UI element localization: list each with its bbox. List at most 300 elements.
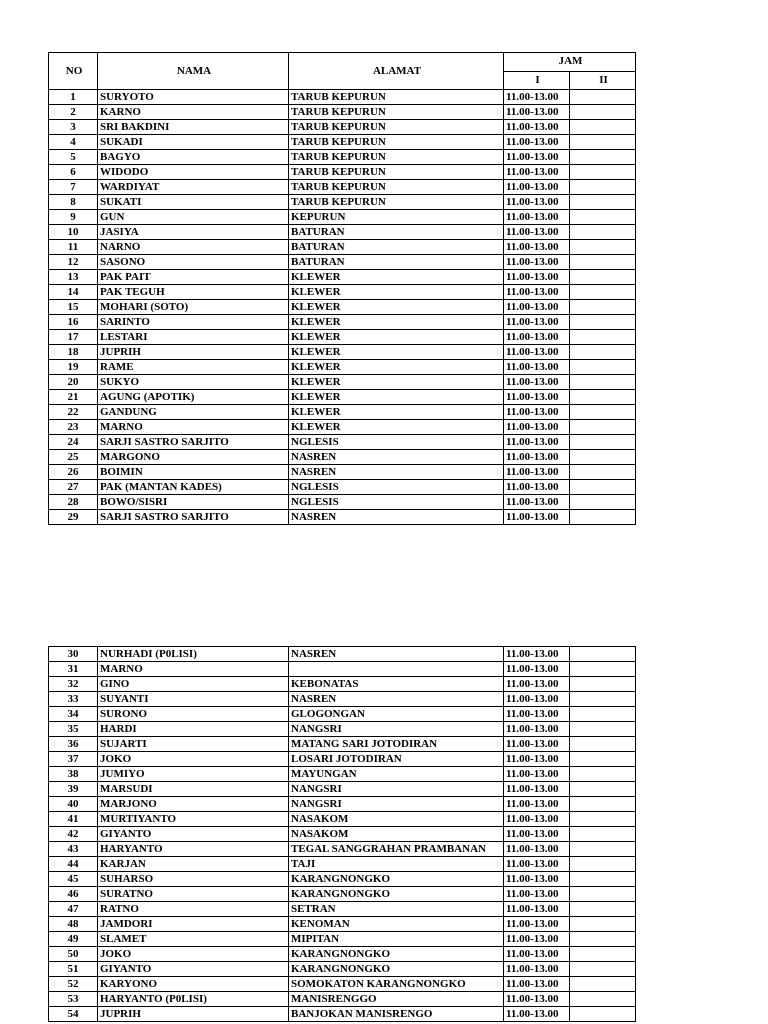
cell-jam-ii [570,150,636,165]
table-row [49,962,636,977]
cell-nama: SARJI SASTRO SARJITO [98,435,289,450]
cell-no: 25 [49,450,98,465]
cell-jam-ii [570,210,636,225]
cell-no: 13 [49,270,98,285]
cell-jam-i: 11.00-13.00 [504,692,570,707]
table-row [49,510,636,525]
cell-jam-i: 11.00-13.00 [504,345,570,360]
cell-jam-i: 11.00-13.00 [504,842,570,857]
cell-jam-ii [570,495,636,510]
cell-jam-i: 11.00-13.00 [504,270,570,285]
cell-no: 27 [49,480,98,495]
cell-jam-ii [570,90,636,105]
cell-nama: PAK TEGUH [98,285,289,300]
cell-nama: JUPRIH [98,1007,289,1022]
table-row [49,827,636,842]
cell-no: 34 [49,707,98,722]
cell-jam-i: 11.00-13.00 [504,480,570,495]
table-row [49,255,636,270]
cell-jam-ii [570,390,636,405]
cell-jam-i: 11.00-13.00 [504,737,570,752]
cell-jam-i: 11.00-13.00 [504,435,570,450]
header-nama: NAMA [98,53,289,90]
cell-jam-ii [570,812,636,827]
cell-no: 54 [49,1007,98,1022]
cell-no: 38 [49,767,98,782]
cell-alamat: TARUB KEPURUN [289,150,504,165]
cell-no: 11 [49,240,98,255]
cell-no: 32 [49,677,98,692]
cell-no: 47 [49,902,98,917]
cell-alamat: TARUB KEPURUN [289,120,504,135]
cell-jam-i: 11.00-13.00 [504,887,570,902]
cell-nama: HARYANTO (P0LISI) [98,992,289,1007]
cell-nama: MARJONO [98,797,289,812]
table-row [49,210,636,225]
cell-no: 15 [49,300,98,315]
table-row [49,225,636,240]
header-no: NO [49,53,98,90]
cell-jam-ii [570,722,636,737]
cell-jam-i: 11.00-13.00 [504,495,570,510]
header-alamat: ALAMAT [289,53,504,90]
cell-alamat: NASREN [289,647,504,662]
cell-jam-i: 11.00-13.00 [504,360,570,375]
cell-alamat: KLEWER [289,315,504,330]
table-row [49,375,636,390]
cell-alamat: MAYUNGAN [289,767,504,782]
cell-jam-ii [570,270,636,285]
cell-jam-i: 11.00-13.00 [504,390,570,405]
cell-no: 19 [49,360,98,375]
table-row [49,345,636,360]
cell-alamat: BATURAN [289,225,504,240]
cell-jam-i: 11.00-13.00 [504,210,570,225]
cell-alamat: NASAKOM [289,812,504,827]
cell-alamat: MIPITAN [289,932,504,947]
cell-nama: RAME [98,360,289,375]
cell-no: 36 [49,737,98,752]
cell-jam-i: 11.00-13.00 [504,962,570,977]
cell-jam-ii [570,255,636,270]
cell-jam-i: 11.00-13.00 [504,300,570,315]
cell-nama: PAK PAIT [98,270,289,285]
table-row [49,90,636,105]
cell-jam-i: 11.00-13.00 [504,917,570,932]
cell-no: 49 [49,932,98,947]
cell-jam-i: 11.00-13.00 [504,225,570,240]
cell-jam-ii [570,510,636,525]
table-row [49,150,636,165]
table-row [49,495,636,510]
cell-jam-ii [570,902,636,917]
cell-no: 22 [49,405,98,420]
cell-jam-i: 11.00-13.00 [504,510,570,525]
cell-no: 3 [49,120,98,135]
cell-jam-i: 11.00-13.00 [504,707,570,722]
table-row [49,857,636,872]
cell-alamat: NGLESIS [289,495,504,510]
cell-nama: JUMIYO [98,767,289,782]
cell-jam-ii [570,887,636,902]
table-row [49,692,636,707]
cell-alamat: BANJOKAN MANISRENGO [289,1007,504,1022]
cell-jam-i: 11.00-13.00 [504,752,570,767]
cell-nama: PAK (MANTAN KADES) [98,480,289,495]
cell-nama: MOHARI (SOTO) [98,300,289,315]
cell-jam-ii [570,662,636,677]
cell-jam-ii [570,240,636,255]
cell-jam-i: 11.00-13.00 [504,240,570,255]
table-row [49,812,636,827]
cell-jam-i: 11.00-13.00 [504,450,570,465]
cell-jam-i: 11.00-13.00 [504,90,570,105]
cell-jam-i: 11.00-13.00 [504,180,570,195]
cell-nama: GIYANTO [98,827,289,842]
cell-alamat: SOMOKATON KARANGNONGKO [289,977,504,992]
cell-nama: KARYONO [98,977,289,992]
cell-alamat: NANGSRI [289,722,504,737]
table-row [49,135,636,150]
cell-no: 41 [49,812,98,827]
cell-no: 23 [49,420,98,435]
cell-jam-ii [570,767,636,782]
cell-nama: AGUNG (APOTIK) [98,390,289,405]
cell-no: 48 [49,917,98,932]
cell-jam-ii [570,932,636,947]
table-row [49,315,636,330]
table-row [49,737,636,752]
table-row [49,767,636,782]
cell-nama: SUYANTI [98,692,289,707]
cell-no: 39 [49,782,98,797]
cell-no: 53 [49,992,98,1007]
cell-jam-ii [570,180,636,195]
cell-jam-i: 11.00-13.00 [504,857,570,872]
table-row [49,165,636,180]
cell-jam-ii [570,195,636,210]
cell-alamat: TARUB KEPURUN [289,180,504,195]
table-row [49,977,636,992]
table-row [49,887,636,902]
table-row [49,947,636,962]
table-row [49,300,636,315]
cell-nama: GUN [98,210,289,225]
cell-alamat: TARUB KEPURUN [289,165,504,180]
cell-no: 44 [49,857,98,872]
cell-jam-i: 11.00-13.00 [504,255,570,270]
cell-no: 14 [49,285,98,300]
cell-no: 51 [49,962,98,977]
table-row [49,405,636,420]
cell-alamat: KEBONATAS [289,677,504,692]
cell-jam-i: 11.00-13.00 [504,195,570,210]
cell-no: 43 [49,842,98,857]
cell-jam-i: 11.00-13.00 [504,285,570,300]
cell-nama: BAGYO [98,150,289,165]
cell-jam-i: 11.00-13.00 [504,902,570,917]
cell-jam-ii [570,330,636,345]
cell-jam-ii [570,285,636,300]
cell-jam-ii [570,842,636,857]
table-row [49,842,636,857]
cell-alamat: TAJI [289,857,504,872]
cell-jam-i: 11.00-13.00 [504,872,570,887]
cell-jam-i: 11.00-13.00 [504,647,570,662]
cell-alamat: TARUB KEPURUN [289,195,504,210]
cell-jam-ii [570,1007,636,1022]
cell-no: 2 [49,105,98,120]
cell-nama: SARINTO [98,315,289,330]
cell-no: 29 [49,510,98,525]
cell-alamat: LOSARI JOTODIRAN [289,752,504,767]
table-row [49,480,636,495]
cell-jam-ii [570,375,636,390]
table-row [49,677,636,692]
cell-alamat: KLEWER [289,420,504,435]
cell-jam-ii [570,992,636,1007]
table-2-body [49,647,636,1022]
cell-alamat: KLEWER [289,300,504,315]
cell-alamat: KARANGNONGKO [289,962,504,977]
cell-no: 33 [49,692,98,707]
cell-jam-i: 11.00-13.00 [504,375,570,390]
cell-no: 52 [49,977,98,992]
cell-no: 4 [49,135,98,150]
cell-no: 45 [49,872,98,887]
cell-no: 5 [49,150,98,165]
cell-jam-ii [570,707,636,722]
cell-alamat: KLEWER [289,390,504,405]
table-row [49,465,636,480]
cell-jam-ii [570,872,636,887]
cell-jam-i: 11.00-13.00 [504,1007,570,1022]
cell-jam-ii [570,857,636,872]
table-row [49,782,636,797]
cell-jam-i: 11.00-13.00 [504,977,570,992]
cell-alamat: NANGSRI [289,797,504,812]
cell-jam-ii [570,480,636,495]
cell-jam-i: 11.00-13.00 [504,120,570,135]
cell-nama: SUKYO [98,375,289,390]
cell-alamat: SETRAN [289,902,504,917]
cell-jam-i: 11.00-13.00 [504,992,570,1007]
cell-nama: SURATNO [98,887,289,902]
table-row [49,390,636,405]
table-row [49,285,636,300]
cell-alamat: BATURAN [289,255,504,270]
cell-jam-ii [570,647,636,662]
cell-alamat: KARANGNONGKO [289,947,504,962]
cell-nama: KARJAN [98,857,289,872]
cell-no: 50 [49,947,98,962]
cell-alamat: NGLESIS [289,435,504,450]
cell-jam-ii [570,360,636,375]
cell-alamat [289,662,504,677]
cell-alamat: GLOGONGAN [289,707,504,722]
cell-alamat: TARUB KEPURUN [289,105,504,120]
cell-alamat: NASREN [289,692,504,707]
cell-jam-i: 11.00-13.00 [504,165,570,180]
cell-nama: WARDIYAT [98,180,289,195]
cell-nama: LESTARI [98,330,289,345]
table-row [49,450,636,465]
cell-jam-ii [570,300,636,315]
cell-alamat: NASREN [289,465,504,480]
cell-alamat: NASREN [289,510,504,525]
cell-no: 10 [49,225,98,240]
cell-jam-i: 11.00-13.00 [504,677,570,692]
cell-jam-ii [570,797,636,812]
cell-nama: MARNO [98,662,289,677]
cell-nama: NARNO [98,240,289,255]
cell-jam-ii [570,917,636,932]
cell-nama: RATNO [98,902,289,917]
cell-nama: SURYOTO [98,90,289,105]
cell-jam-ii [570,420,636,435]
cell-jam-ii [570,450,636,465]
cell-nama: SURONO [98,707,289,722]
table-row [49,707,636,722]
cell-no: 37 [49,752,98,767]
cell-nama: SUHARSO [98,872,289,887]
cell-no: 21 [49,390,98,405]
cell-jam-ii [570,465,636,480]
cell-jam-ii [570,345,636,360]
cell-nama: JOKO [98,752,289,767]
cell-alamat: KLEWER [289,375,504,390]
cell-jam-ii [570,677,636,692]
cell-nama: SUKATI [98,195,289,210]
cell-nama: JASIYA [98,225,289,240]
cell-no: 6 [49,165,98,180]
cell-nama: MARSUDI [98,782,289,797]
table-row [49,435,636,450]
table-row [49,662,636,677]
cell-jam-ii [570,225,636,240]
cell-no: 7 [49,180,98,195]
cell-jam-i: 11.00-13.00 [504,932,570,947]
cell-jam-i: 11.00-13.00 [504,135,570,150]
cell-jam-ii [570,135,636,150]
cell-jam-i: 11.00-13.00 [504,722,570,737]
cell-no: 24 [49,435,98,450]
cell-alamat: KLEWER [289,285,504,300]
cell-alamat: TARUB KEPURUN [289,90,504,105]
cell-nama: HARDI [98,722,289,737]
cell-nama: JUPRIH [98,345,289,360]
table-row [49,1007,636,1022]
cell-alamat: MANISRENGGO [289,992,504,1007]
cell-alamat: NANGSRI [289,782,504,797]
cell-alamat: KLEWER [289,345,504,360]
cell-jam-i: 11.00-13.00 [504,315,570,330]
cell-jam-ii [570,737,636,752]
cell-nama: BOWO/SISRI [98,495,289,510]
cell-no: 40 [49,797,98,812]
cell-nama: KARNO [98,105,289,120]
cell-jam-i: 11.00-13.00 [504,662,570,677]
cell-jam-i: 11.00-13.00 [504,105,570,120]
cell-nama: NURHADI (P0LISI) [98,647,289,662]
cell-no: 8 [49,195,98,210]
cell-jam-ii [570,405,636,420]
cell-jam-i: 11.00-13.00 [504,947,570,962]
header-jam-ii: II [570,71,636,90]
cell-nama: HARYANTO [98,842,289,857]
schedule-table-2 [48,646,636,1022]
cell-alamat: MATANG SARI JOTODIRAN [289,737,504,752]
cell-nama: SUJARTI [98,737,289,752]
cell-jam-ii [570,315,636,330]
cell-nama: JAMDORI [98,917,289,932]
table-row [49,917,636,932]
cell-jam-i: 11.00-13.00 [504,797,570,812]
cell-alamat: KARANGNONGKO [289,872,504,887]
header-jam: JAM [504,53,636,72]
table-row [49,195,636,210]
cell-no: 46 [49,887,98,902]
cell-jam-ii [570,827,636,842]
table-row [49,120,636,135]
schedule-table-1 [48,52,636,525]
cell-jam-ii [570,120,636,135]
cell-jam-i: 11.00-13.00 [504,767,570,782]
table-row [49,105,636,120]
table-row [49,647,636,662]
table-row [49,992,636,1007]
cell-nama: MARNO [98,420,289,435]
table-row [49,752,636,767]
cell-nama: SRI BAKDINI [98,120,289,135]
table-row [49,360,636,375]
cell-alamat: KENOMAN [289,917,504,932]
cell-jam-ii [570,752,636,767]
cell-nama: SASONO [98,255,289,270]
cell-alamat: NGLESIS [289,480,504,495]
cell-jam-i: 11.00-13.00 [504,330,570,345]
cell-alamat: KLEWER [289,270,504,285]
table-row [49,932,636,947]
cell-jam-i: 11.00-13.00 [504,150,570,165]
cell-alamat: KLEWER [289,360,504,375]
cell-no: 20 [49,375,98,390]
cell-no: 30 [49,647,98,662]
cell-nama: SLAMET [98,932,289,947]
table-row [49,180,636,195]
cell-alamat: BATURAN [289,240,504,255]
cell-alamat: KLEWER [289,405,504,420]
cell-no: 42 [49,827,98,842]
cell-jam-i: 11.00-13.00 [504,812,570,827]
cell-nama: MURTIYANTO [98,812,289,827]
cell-jam-ii [570,782,636,797]
cell-jam-ii [570,105,636,120]
cell-no: 18 [49,345,98,360]
cell-nama: GIYANTO [98,962,289,977]
cell-nama: MARGONO [98,450,289,465]
cell-no: 9 [49,210,98,225]
cell-nama: BOIMIN [98,465,289,480]
cell-nama: SUKADI [98,135,289,150]
cell-alamat: NASREN [289,450,504,465]
table-1-body [49,90,636,525]
table-row [49,240,636,255]
cell-nama: GINO [98,677,289,692]
table-row [49,797,636,812]
cell-no: 35 [49,722,98,737]
cell-no: 17 [49,330,98,345]
